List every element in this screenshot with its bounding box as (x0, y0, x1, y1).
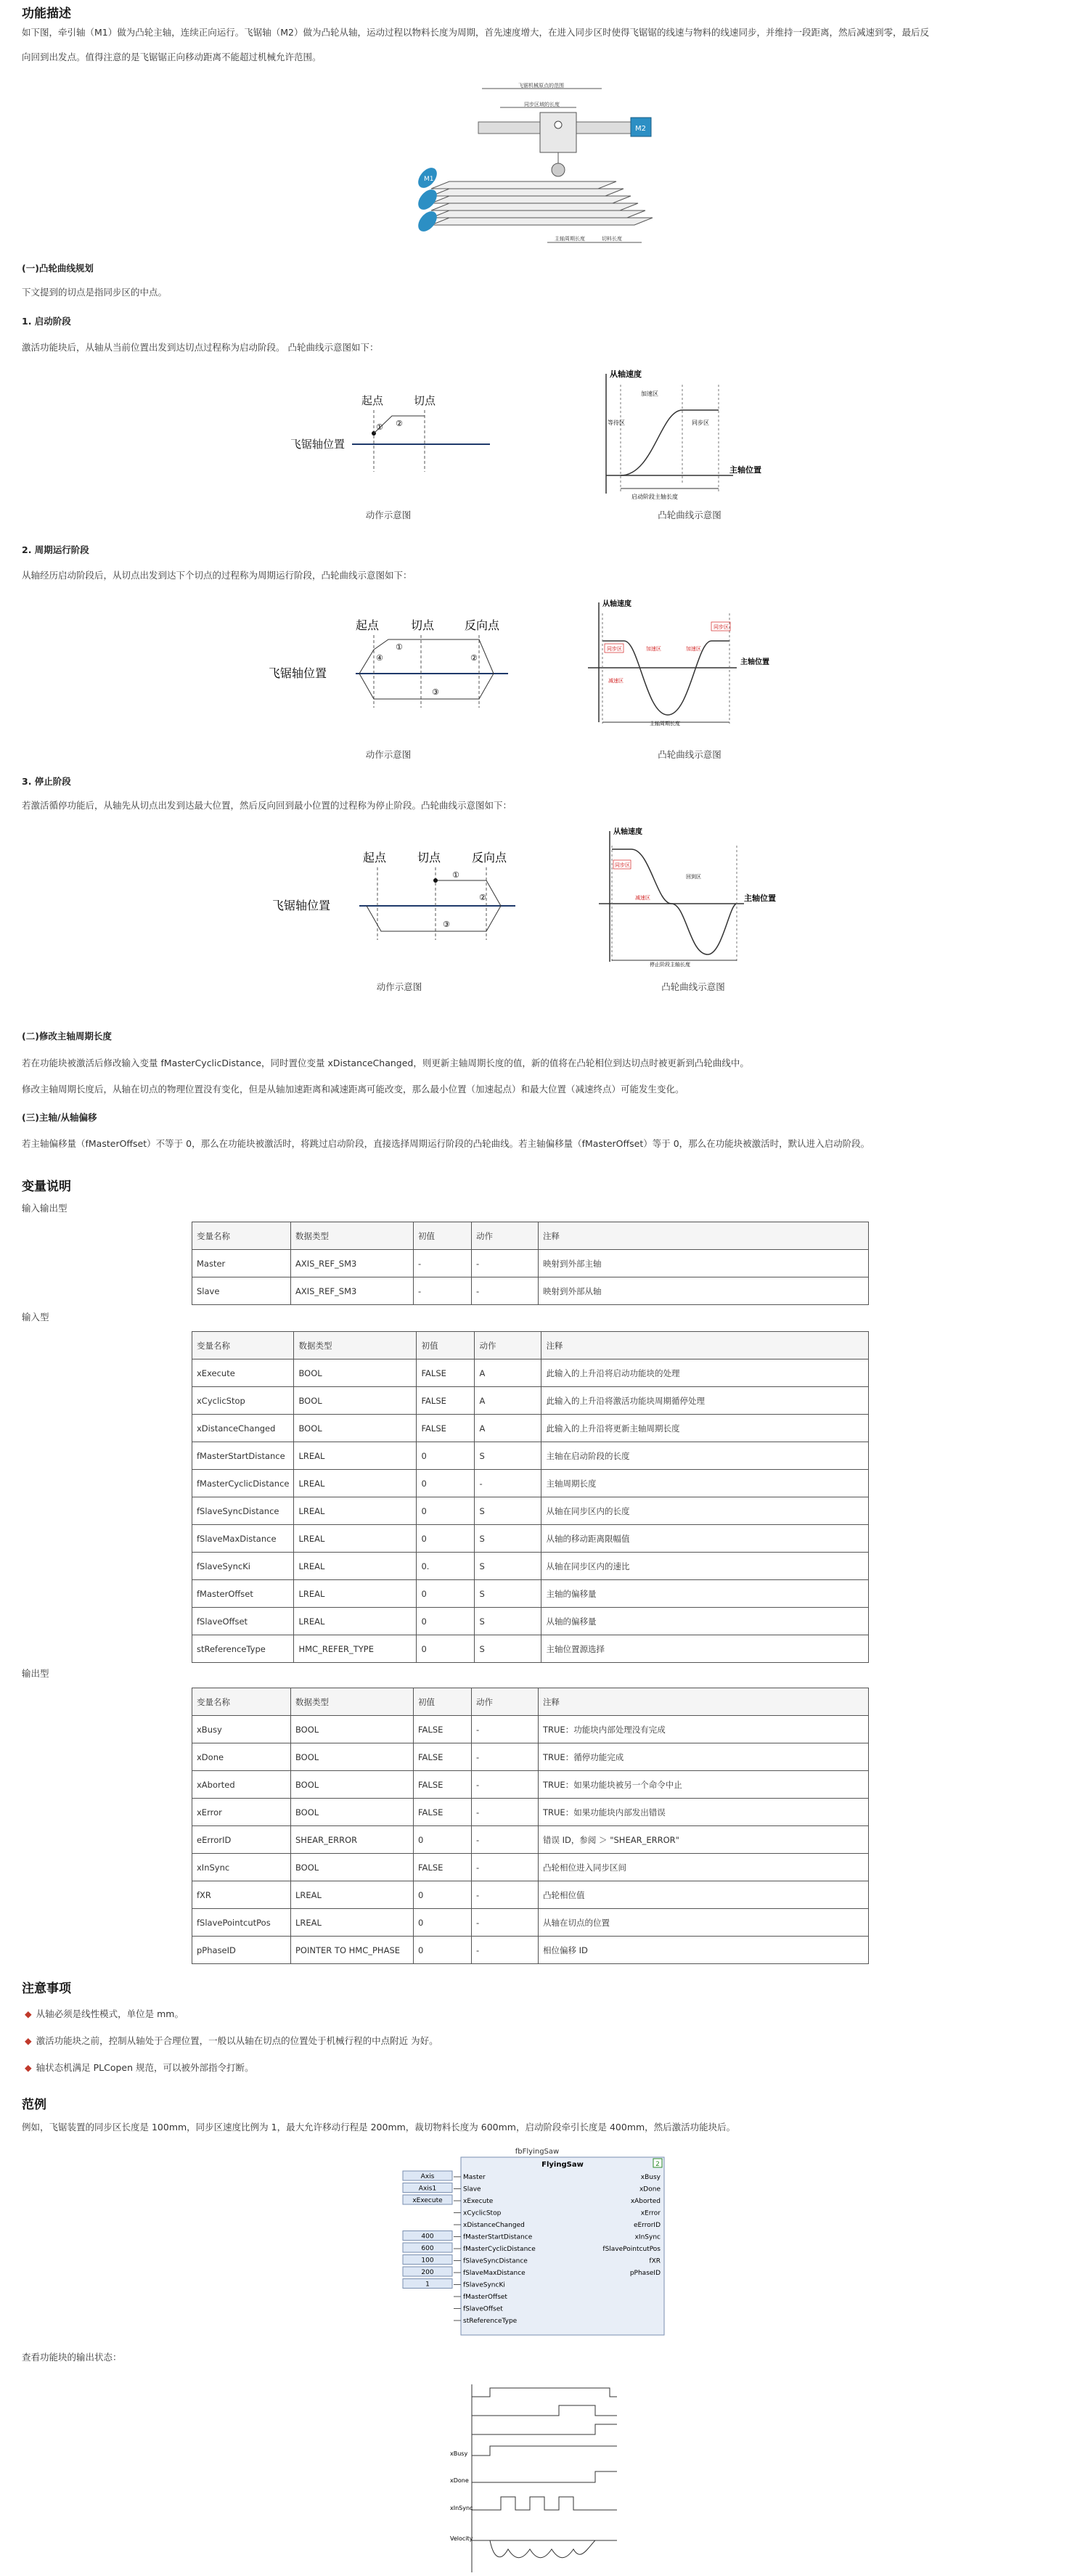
table-cell: TRUE：功能块内部处理没有完成 (539, 1716, 869, 1743)
table-header-row (192, 1688, 869, 1716)
vars-title: 变量说明 (22, 1179, 71, 1194)
fb-output-pin: fXR (649, 2257, 661, 2265)
fb-output-pin: xError (640, 2209, 661, 2217)
table-cell: LREAL (294, 1553, 417, 1580)
cycle-lbl-slave-speed: 从轴速度 (602, 600, 631, 608)
table-cell: BOOL (291, 1799, 414, 1826)
table-cell: 0 (417, 1580, 475, 1608)
start-lbl-sync: 同步区 (692, 420, 709, 426)
table-row (192, 1743, 869, 1771)
bullet-icon: ◆ (25, 2062, 32, 2073)
cycle-cap-action: 动作示意图 (365, 749, 412, 760)
cycle-lbl-axis: 飞锯轴位置 (269, 666, 327, 680)
fb-type: FlyingSaw (541, 2161, 584, 2169)
table-cell: - (472, 1826, 539, 1854)
cycle-lbl-rev: 反向点 (465, 618, 500, 632)
table-cell: 从轴的移动距离限幅值 (541, 1525, 869, 1553)
stop-lbl-decel: 减速区 (635, 895, 650, 901)
cam-intro: 下文提到的切点是指同步区的中点。 (22, 287, 168, 298)
table-cell: 映射到外部主轴 (539, 1250, 869, 1277)
bullet-icon: ◆ (25, 2035, 32, 2046)
bullet-icon: ◆ (25, 2008, 32, 2019)
table-cell: 从轴的偏移量 (541, 1608, 869, 1635)
table-cell: 错误 ID，参阅 ＞ "SHEAR_ERROR" (539, 1826, 869, 1854)
table-cell: Master (192, 1250, 291, 1277)
cam-title: (一)凸轮曲线规划 (22, 263, 94, 274)
table-cell: eErrorID (192, 1826, 291, 1854)
table-cell: LREAL (291, 1909, 414, 1937)
cycle-n1: ① (396, 642, 403, 652)
cycle-cam-diagram (581, 599, 798, 729)
table-cell: BOOL (291, 1854, 414, 1881)
table-cell: AXIS_REF_SM3 (291, 1277, 414, 1305)
table-cell: pPhaseID (192, 1937, 291, 1964)
table-cell: - (472, 1771, 539, 1799)
table-cell: fMasterCyclicDistance (192, 1470, 294, 1497)
table-cell: 0 (414, 1937, 472, 1964)
table-header-cell: 注释 (541, 1332, 869, 1359)
table-row (192, 1470, 869, 1497)
note-item: ◆ 从轴必须是线性模式，单位是 mm。 (25, 2008, 184, 2019)
table-header-cell: 变量名称 (192, 1222, 291, 1250)
table-cell: LREAL (294, 1442, 417, 1470)
table-row (192, 1881, 869, 1909)
fb-input-pin: xExecute (463, 2198, 494, 2205)
inout-table (192, 1222, 869, 1305)
table-cell: - (472, 1743, 539, 1771)
timing-lbl-busy: xBusy (450, 2450, 468, 2457)
table-row (192, 1387, 869, 1415)
table-cell: xAborted (192, 1771, 291, 1799)
table-cell: 此输入的上升沿将激活功能块周期循停处理 (541, 1387, 869, 1415)
table-cell: S (475, 1580, 541, 1608)
stop-cap-cam: 凸轮曲线示意图 (661, 981, 725, 992)
table-cell: 主轴在启动阶段的长度 (541, 1442, 869, 1470)
table-cell: - (472, 1854, 539, 1881)
table-row (192, 1937, 869, 1964)
table-row (192, 1525, 869, 1553)
table-cell: xCyclicStop (192, 1387, 294, 1415)
table-cell: LREAL (294, 1497, 417, 1525)
fb-input-pin: fSlaveOffset (463, 2305, 503, 2313)
fb-input-value: 200 (421, 2269, 434, 2276)
table-row (192, 1497, 869, 1525)
fb-output-pin: xBusy (640, 2174, 661, 2181)
table-cell: S (475, 1525, 541, 1553)
table-cell: TRUE：如果功能块内部发出错误 (539, 1799, 869, 1826)
fb-input-pin: fSlaveSyncDistance (463, 2257, 528, 2265)
vars-output-title: 输出型 (22, 1668, 49, 1679)
table-cell: 主轴的偏移量 (541, 1580, 869, 1608)
fb-input-pin: fMasterCyclicDistance (463, 2246, 536, 2253)
table-cell: Slave (192, 1277, 291, 1305)
table-row (192, 1415, 869, 1442)
output-table (192, 1688, 869, 1964)
note-item: ◆ 激活功能块之前，控制从轴处于合理位置，一般以从轴在切点的位置处于机械行程的中点附近 为好。 (25, 2035, 438, 2046)
machine-label-bottom1: 主轴周期长度 (555, 236, 585, 242)
offset-title: (三)主轴/从轴偏移 (22, 1112, 97, 1123)
machine-diagram (402, 80, 663, 247)
table-header-cell: 初值 (414, 1688, 472, 1716)
table-cell: - (472, 1909, 539, 1937)
fb-input-value: Axis (420, 2173, 435, 2180)
stop-lbl-axis: 飞锯轴位置 (272, 899, 331, 912)
fb-output-pin: xDone (639, 2185, 661, 2193)
table-row (192, 1799, 869, 1826)
notes-title: 注意事项 (22, 1982, 71, 1996)
stop-lbl-slave-speed: 从轴速度 (613, 828, 642, 836)
table-header-cell: 动作 (472, 1688, 539, 1716)
fb-input-pin: fMasterStartDistance (463, 2233, 533, 2241)
fb-output-pin: xAborted (630, 2198, 661, 2205)
table-cell: xError (192, 1799, 291, 1826)
modify-p2: 修改主轴周期长度后，从轴在切点的物理位置没有变化，但是从轴加速距离和减速距离可能改变，那么最小位置（加速起点）和最大位置（减速终点）可能发生变化。 (22, 1084, 684, 1095)
cycle-n4: ④ (376, 653, 383, 663)
fb-output-pin: xInSync (634, 2233, 661, 2241)
table-cell: LREAL (294, 1525, 417, 1553)
table-cell: S (475, 1442, 541, 1470)
table-cell: - (472, 1277, 539, 1305)
table-header-cell: 变量名称 (192, 1332, 294, 1359)
stop-n2: ② (479, 893, 486, 902)
fb-input-pin: Slave (463, 2185, 481, 2193)
cycle-lbl-sync2: 同步区 (714, 624, 729, 630)
table-cell: 0 (417, 1635, 475, 1663)
start-title: 1. 启动阶段 (22, 316, 71, 327)
table-cell: FALSE (417, 1359, 475, 1387)
fb-input-value: xExecute (412, 2197, 443, 2204)
section-title-func-desc: 功能描述 (22, 7, 71, 21)
start-cap-action: 动作示意图 (365, 510, 412, 520)
table-cell: 映射到外部从轴 (539, 1277, 869, 1305)
start-cap-cam: 凸轮曲线示意图 (658, 510, 721, 520)
table-cell: 0 (414, 1909, 472, 1937)
fb-input-value: 600 (421, 2245, 434, 2252)
table-cell: - (414, 1277, 472, 1305)
fb-input-pin: Master (463, 2174, 486, 2181)
table-cell: 0. (417, 1553, 475, 1580)
fb-input-value: Axis1 (418, 2185, 437, 2193)
vars-inout-title: 输入输出型 (22, 1203, 68, 1214)
table-cell: 从轴在切点的位置 (539, 1909, 869, 1937)
table-cell: 主轴周期长度 (541, 1470, 869, 1497)
start-lbl-wait: 等待区 (608, 420, 625, 426)
table-cell: 0 (414, 1826, 472, 1854)
cycle-lbl-decel: 减速区 (608, 678, 624, 684)
func-desc-para-2: 向回到出发点。值得注意的是飞锯锯正向移动距离不能超过机械允许范围。 (22, 52, 322, 62)
table-header-cell: 初值 (414, 1222, 472, 1250)
table-cell: - (472, 1250, 539, 1277)
machine-label-m1: M1 (424, 176, 434, 183)
cycle-lbl-cut: 切点 (411, 618, 435, 632)
table-cell: fSlaveSyncDistance (192, 1497, 294, 1525)
table-cell: FALSE (414, 1771, 472, 1799)
table-header-row (192, 1332, 869, 1359)
table-header-cell: 动作 (475, 1332, 541, 1359)
table-header-cell: 注释 (539, 1222, 869, 1250)
table-row (192, 1277, 869, 1305)
table-cell: 0 (417, 1442, 475, 1470)
table-header-cell: 数据类型 (291, 1688, 414, 1716)
table-cell: TRUE：如果功能块被另一个命令中止 (539, 1771, 869, 1799)
table-row (192, 1442, 869, 1470)
table-row (192, 1635, 869, 1663)
table-header-cell: 注释 (539, 1688, 869, 1716)
table-cell: 0 (414, 1881, 472, 1909)
start-lbl-slave-speed: 从轴速度 (610, 369, 642, 379)
stop-lbl-return: 回到区 (686, 874, 701, 880)
table-cell: 从轴在同步区内的速比 (541, 1553, 869, 1580)
table-cell: - (414, 1250, 472, 1277)
table-row (192, 1359, 869, 1387)
table-row (192, 1608, 869, 1635)
stop-lbl-total: 停止阶段主轴长度 (650, 962, 690, 968)
table-header-cell: 数据类型 (291, 1222, 414, 1250)
table-cell: LREAL (294, 1470, 417, 1497)
table-cell: 0 (417, 1525, 475, 1553)
input-table (192, 1331, 869, 1663)
cycle-cap-cam: 凸轮曲线示意图 (658, 749, 721, 760)
start-desc: 激活功能块后，从轴从当前位置出发到达切点过程称为启动阶段。 凸轮曲线示意图如下： (22, 342, 379, 353)
table-cell: 凸轮相位进入同步区间 (539, 1854, 869, 1881)
table-cell: xDistanceChanged (192, 1415, 294, 1442)
start-lbl-total: 启动阶段主轴长度 (631, 494, 678, 500)
table-cell: 此输入的上升沿将更新主轴周期长度 (541, 1415, 869, 1442)
timing-lbl-velocity: Velocity (450, 2535, 473, 2542)
table-row (192, 1854, 869, 1881)
table-header-cell: 变量名称 (192, 1688, 291, 1716)
start-n2: ② (396, 419, 403, 428)
table-cell: 凸轮相位值 (539, 1881, 869, 1909)
table-cell: fXR (192, 1881, 291, 1909)
fb-input-pin: fMasterOffset (463, 2294, 507, 2301)
fb-output-pin: pPhaseID (629, 2270, 661, 2277)
cycle-action-diagram (269, 613, 523, 715)
table-cell: 此输入的上升沿将启动功能块的处理 (541, 1359, 869, 1387)
stop-n3: ③ (443, 920, 450, 929)
table-cell: BOOL (294, 1387, 417, 1415)
state-desc: 查看功能块的输出状态： (22, 2352, 122, 2363)
cycle-lbl-start: 起点 (356, 618, 380, 632)
table-cell: SHEAR_ERROR (291, 1826, 414, 1854)
fb-input-pin: fSlaveMaxDistance (463, 2270, 526, 2277)
stop-lbl-start: 起点 (363, 851, 387, 864)
fb-instance: fbFlyingSaw (515, 2148, 560, 2156)
stop-lbl-master-pos: 主轴位置 (744, 894, 776, 903)
table-cell: - (472, 1881, 539, 1909)
fb-input-value: 100 (421, 2257, 434, 2265)
start-cam-diagram (592, 367, 780, 504)
start-lbl-start: 起点 (361, 394, 384, 407)
fb-input-pin: xCyclicStop (463, 2209, 502, 2217)
table-cell: S (475, 1608, 541, 1635)
example-desc: 例如，飞锯装置的同步区长度是 100mm，同步区速度比例为 1，最大允许移动行程是 200mm，裁切物料长度为 600mm，启动阶段牵引长度是 400mm，然后激活功能块后。 (22, 2122, 736, 2133)
table-row (192, 1826, 869, 1854)
fb-input-pin: stReferenceType (463, 2318, 518, 2325)
cycle-lbl-accel2: 加速区 (686, 646, 701, 652)
fb-badge: 2 (655, 2161, 660, 2168)
table-cell: LREAL (294, 1608, 417, 1635)
cycle-lbl-accel: 加速区 (646, 646, 661, 652)
table-cell: 0 (417, 1608, 475, 1635)
table-cell: xDone (192, 1743, 291, 1771)
timing-diagram (450, 2381, 631, 2575)
table-cell: - (475, 1470, 541, 1497)
table-cell: 主轴位置源选择 (541, 1635, 869, 1663)
table-header-cell: 动作 (472, 1222, 539, 1250)
table-cell: 0 (417, 1497, 475, 1525)
cycle-lbl-total: 主轴周期长度 (650, 721, 680, 727)
table-row (192, 1250, 869, 1277)
fb-input-pin: fSlaveSyncKi (463, 2281, 505, 2289)
table-cell: POINTER TO HMC_PHASE (291, 1937, 414, 1964)
table-cell: stReferenceType (192, 1635, 294, 1663)
start-lbl-master-pos: 主轴位置 (729, 465, 761, 475)
timing-lbl-done: xDone (450, 2477, 469, 2484)
table-cell: xBusy (192, 1716, 291, 1743)
stop-n1: ① (452, 870, 459, 880)
table-cell: fSlaveMaxDistance (192, 1525, 294, 1553)
machine-label-top2: 同步区域的长度 (524, 102, 560, 107)
table-row (192, 1716, 869, 1743)
modify-title: (二)修改主轴周期长度 (22, 1031, 112, 1042)
table-row (192, 1909, 869, 1937)
table-cell: fMasterOffset (192, 1580, 294, 1608)
example-title: 范例 (22, 2098, 46, 2112)
table-cell: fSlaveOffset (192, 1608, 294, 1635)
table-cell: FALSE (417, 1387, 475, 1415)
table-cell: A (475, 1387, 541, 1415)
table-cell: 相位偏移 ID (539, 1937, 869, 1964)
stop-cap-action: 动作示意图 (376, 981, 422, 992)
table-cell: FALSE (414, 1743, 472, 1771)
cycle-title: 2. 周期运行阶段 (22, 544, 89, 555)
machine-label-top1: 飞锯机械原点的范围 (518, 83, 564, 89)
cycle-n2: ② (470, 653, 478, 663)
start-n1: ① (376, 422, 383, 432)
fb-diagram (385, 2145, 675, 2341)
machine-label-bottom2: 切料长度 (602, 236, 622, 242)
note-item: ◆ 轴状态机满足 PLCopen 规范，可以被外部指令打断。 (25, 2062, 254, 2073)
table-cell: FALSE (414, 1854, 472, 1881)
table-row (192, 1771, 869, 1799)
table-cell: FALSE (414, 1716, 472, 1743)
table-cell: BOOL (291, 1771, 414, 1799)
fb-output-pin: eErrorID (633, 2222, 661, 2229)
table-cell: - (472, 1716, 539, 1743)
table-cell: 0 (417, 1470, 475, 1497)
table-cell: TRUE：循停功能完成 (539, 1743, 869, 1771)
table-cell: A (475, 1415, 541, 1442)
table-cell: fMasterStartDistance (192, 1442, 294, 1470)
fb-input-value: 1 (425, 2281, 430, 2289)
cycle-desc: 从轴经历启动阶段后，从切点出发到达下个切点的过程称为周期运行阶段，凸轮曲线示意图如下： (22, 570, 412, 581)
table-cell: fSlaveSyncKi (192, 1553, 294, 1580)
offset-p1: 若主轴偏移量（fMasterOffset）不等于 0，那么在功能块被激活时，将跳过启动阶段，直接选择周期运行阶段的凸轮曲线。若主轴偏移量（fMasterOffset）等于 0，那么在功能块被激活时，默认进入启动阶段。 (22, 1138, 870, 1149)
start-lbl-axis: 飞锯轴位置 (290, 438, 346, 451)
table-cell: fSlavePointcutPos (192, 1909, 291, 1937)
table-cell: BOOL (294, 1415, 417, 1442)
fb-input-value: 400 (421, 2233, 434, 2241)
table-cell: BOOL (291, 1716, 414, 1743)
table-cell: xExecute (192, 1359, 294, 1387)
table-cell: BOOL (294, 1359, 417, 1387)
table-header-cell: 初值 (417, 1332, 475, 1359)
table-cell: S (475, 1553, 541, 1580)
table-cell: FALSE (417, 1415, 475, 1442)
table-cell: 从轴在同步区内的长度 (541, 1497, 869, 1525)
table-cell: HMC_REFER_TYPE (294, 1635, 417, 1663)
timing-lbl-insync: xInSync (450, 2505, 473, 2511)
cycle-lbl-sync1: 同步区 (607, 646, 622, 652)
table-row (192, 1553, 869, 1580)
table-cell: LREAL (294, 1580, 417, 1608)
table-header-row (192, 1222, 869, 1250)
table-cell: LREAL (291, 1881, 414, 1909)
table-cell: S (475, 1635, 541, 1663)
stop-desc: 若激活循停功能后，从轴先从切点出发到达最大位置，然后反向回到最小位置的过程称为停止阶段。凸轮曲线示意图如下： (22, 800, 512, 811)
table-cell: BOOL (291, 1743, 414, 1771)
stop-lbl-cut: 切点 (417, 851, 441, 864)
stop-cam-diagram (592, 824, 802, 969)
table-cell: AXIS_REF_SM3 (291, 1250, 414, 1277)
table-row (192, 1580, 869, 1608)
cycle-lbl-master-pos: 主轴位置 (740, 658, 769, 666)
fb-output-pin: fSlavePointcutPos (602, 2246, 661, 2253)
table-cell: A (475, 1359, 541, 1387)
stop-title: 3. 停止阶段 (22, 776, 71, 787)
func-desc-para-1: 如下图，牵引轴（M1）做为凸轮主轴，连续正向运行。飞锯轴（M2）做为凸轮从轴，运动过程以物料长度为周期，首先速度增大，在进入同步区时使得飞锯锯的线速与物料的线速同步，并维持一段距离，然后减速到零，最后反 (22, 27, 929, 38)
start-lbl-accel: 加速区 (641, 391, 658, 397)
vars-input-title: 输入型 (22, 1312, 49, 1322)
table-cell: - (472, 1799, 539, 1826)
stop-action-diagram (272, 846, 526, 947)
stop-lbl-rev: 反向点 (472, 851, 507, 864)
table-cell: - (472, 1937, 539, 1964)
table-cell: xInSync (192, 1854, 291, 1881)
machine-label-m2: M2 (635, 125, 646, 133)
cycle-n3: ③ (432, 687, 439, 697)
stop-lbl-sync: 同步区 (615, 862, 630, 868)
table-cell: FALSE (414, 1799, 472, 1826)
start-action-diagram (276, 388, 494, 475)
start-lbl-cut: 切点 (414, 394, 436, 407)
table-header-cell: 数据类型 (294, 1332, 417, 1359)
modify-p1: 若在功能块被激活后修改输入变量 fMasterCyclicDistance，同时置位变量 xDistanceChanged，则更新主轴周期长度的值，新的值将在凸轮相位到达切点时被更新到凸轮曲线中。 (22, 1058, 749, 1068)
table-cell: S (475, 1497, 541, 1525)
fb-input-pin: xDistanceChanged (463, 2222, 525, 2229)
